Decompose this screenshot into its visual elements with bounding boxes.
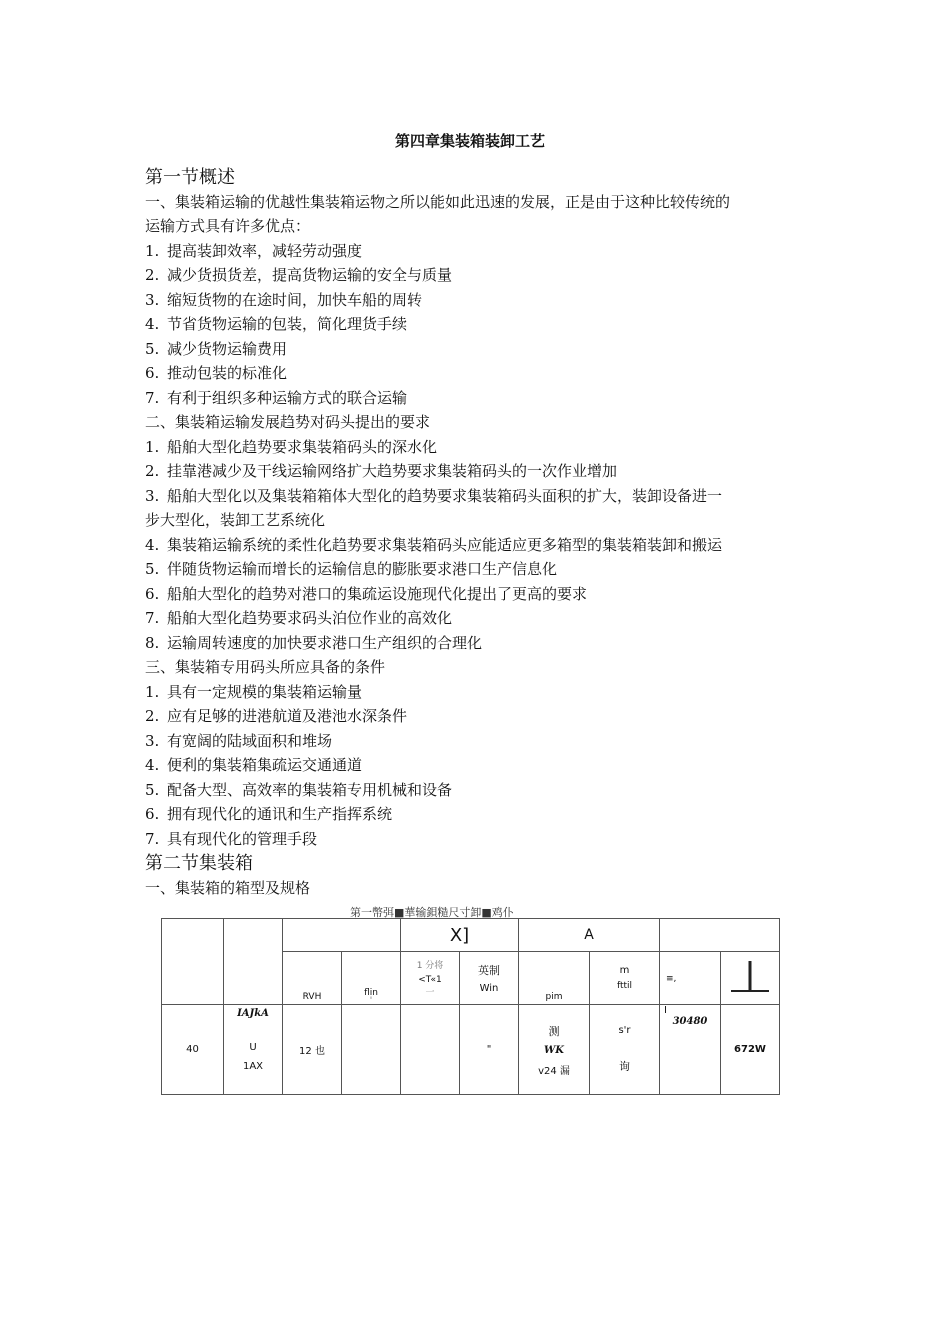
table-cell <box>519 1005 590 1095</box>
list-item <box>145 290 422 310</box>
table-cell <box>721 1005 780 1095</box>
list-item-number: 7. <box>145 829 160 848</box>
list-item-number: 6. <box>145 584 160 603</box>
line-text: 伴随货物运输而增长的运输信息的膨胀要求港口生产信息化 <box>167 560 558 578</box>
list-item-number: 4. <box>145 756 160 774</box>
table-cell <box>224 1005 283 1095</box>
page-title: 第四章集装箱装卸工艺 <box>394 132 545 150</box>
list-item-number: 6. <box>145 805 160 823</box>
list-item <box>145 535 722 555</box>
sub-flin: flin <box>364 988 378 998</box>
paragraph-line <box>145 510 325 530</box>
row-u: U <box>249 1041 257 1053</box>
list-item <box>145 804 392 824</box>
sub-fen-1: 1 分将 <box>416 961 444 971</box>
sub-flin-mark: ' <box>369 996 373 1006</box>
table-cell <box>519 952 590 1005</box>
header-a-label: A <box>584 927 594 943</box>
line-text: 船舶大型化趋势要求集装箱码头的深水化 <box>167 437 438 456</box>
line-text: 步大型化，装卸工艺系统化 <box>145 511 326 529</box>
list-item <box>145 339 287 359</box>
table-cell <box>401 1005 460 1095</box>
list-item <box>145 706 407 726</box>
sub-rvh: RVH <box>302 992 322 1002</box>
row-v24: v24 漏 <box>538 1065 570 1077</box>
list-item <box>145 682 362 702</box>
list-item <box>145 755 362 775</box>
list-item <box>145 486 722 506</box>
list-item <box>145 608 452 628</box>
row-672w: 672W <box>734 1044 766 1055</box>
sub-eng-1: 英制 <box>478 964 500 977</box>
list-item-number: 3. <box>145 486 160 505</box>
line-text: 船舶大型化趋势要求码头泊位作业的高效化 <box>167 609 453 627</box>
list-item <box>145 633 482 653</box>
line-text: 挂靠港减少及干线运输网络扩大趋势要求集装箱码头的一次作业增加 <box>167 462 618 480</box>
table-cell <box>660 952 721 1005</box>
line-text: 有利于组织多种运输方式的联合运输 <box>167 388 408 407</box>
table-cell <box>660 919 780 952</box>
line-text: 第一节概述 <box>145 167 235 188</box>
list-item <box>145 584 587 604</box>
line-text: 节省货物运输的包装，简化理货手续 <box>167 315 408 333</box>
row-ce: 测 <box>548 1024 560 1038</box>
paragraph-line <box>145 657 385 677</box>
table-cell <box>721 952 780 1005</box>
list-item-number: 3. <box>145 290 160 309</box>
row-sr: s'r <box>618 1025 631 1036</box>
row-bar: I <box>664 1005 667 1016</box>
line-text: 便利的集装箱集疏运交通通道 <box>167 756 363 774</box>
list-item <box>145 437 437 457</box>
sub-eq: ≡, <box>666 973 677 984</box>
sub-m-2: fttil <box>616 981 633 991</box>
sub-pim: pim <box>545 992 563 1002</box>
line-text: 船舶大型化的趋势对港口的集疏运设施现代化提出了更高的要求 <box>167 584 588 603</box>
line-text: 一、集装箱的箱型及规格 <box>145 878 311 897</box>
list-item <box>145 363 287 383</box>
table-cell <box>283 1005 342 1095</box>
line-text: 三、集装箱专用码头所应具备的条件 <box>145 658 386 676</box>
list-item-number: 5. <box>145 560 160 578</box>
table-cell <box>460 1005 519 1095</box>
table-cell <box>460 952 519 1005</box>
line-text: 有宽阔的陆域面积和堆场 <box>167 731 333 750</box>
list-item <box>145 780 452 800</box>
line-text: 具有一定规模的集装箱运输量 <box>167 682 363 701</box>
list-item-number: 1. <box>145 437 160 456</box>
table-cell <box>283 919 401 952</box>
row-iajka: IAJkA <box>237 1008 269 1019</box>
list-item-number: 1. <box>145 241 160 260</box>
paragraph-line <box>145 192 730 212</box>
line-text: 一、集装箱运输的优越性集装箱运物之所以能如此迅速的发展，正是由于这种比较传统的 <box>145 192 731 211</box>
list-item-number: 2. <box>145 707 160 725</box>
line-text: 运输周转速度的加快要求港口生产组织的合理化 <box>167 633 483 652</box>
paragraph-line <box>145 878 310 898</box>
list-item <box>145 559 557 579</box>
list-item-number: 8. <box>145 633 160 652</box>
list-item-number: 2. <box>145 462 160 480</box>
table-cell <box>162 919 224 1005</box>
list-item <box>145 241 362 261</box>
list-item-number: 4. <box>145 315 160 333</box>
list-item <box>145 829 317 849</box>
section-heading <box>145 167 235 189</box>
row-30480: 30480 <box>672 1016 708 1027</box>
list-item-number: 6. <box>145 364 160 382</box>
line-text: 具有现代化的管理手段 <box>167 829 318 848</box>
sub-m-1: m <box>619 965 630 976</box>
sub-fen-2: <T«1 <box>418 975 442 985</box>
table-cell <box>590 1005 660 1095</box>
line-text: 推动包装的标准化 <box>167 364 288 382</box>
row-12: 12 也 <box>299 1046 325 1057</box>
table-cell <box>342 952 401 1005</box>
section-heading <box>145 853 253 875</box>
table-cell <box>342 1005 401 1095</box>
t-shape-icon <box>730 957 770 997</box>
table-cell <box>162 1005 224 1095</box>
table-cell <box>224 919 283 1005</box>
line-text: 配备大型、高效率的集装箱专用机械和设备 <box>167 780 453 799</box>
sub-eng-2: Win <box>479 983 499 994</box>
list-item-number: 7. <box>145 609 160 627</box>
line-text: 第二节集装箱 <box>145 853 253 874</box>
list-item-number: 3. <box>145 731 160 750</box>
row-quote: " <box>486 1044 492 1055</box>
line-text: 缩短货物的在途时间，加快车船的周转 <box>167 290 423 309</box>
table-caption: 第一幣弭■華输鋇糙尺寸卸■鸡仆 <box>350 906 514 919</box>
table-header-x <box>401 919 519 952</box>
list-item-number: 7. <box>145 388 160 407</box>
list-item-number: 4. <box>145 535 160 554</box>
container-spec-table <box>161 918 780 1095</box>
row-1ax: 1AX <box>242 1060 264 1072</box>
table-cell <box>283 952 342 1005</box>
table-cell <box>590 952 660 1005</box>
list-item <box>145 388 407 408</box>
list-item-number: 2. <box>145 266 160 284</box>
table-cell <box>401 952 460 1005</box>
list-item <box>145 461 617 481</box>
line-text: 集装箱运输系统的柔性化趋势要求集装箱码头应能适应更多箱型的集装箱装卸和搬运 <box>167 535 723 554</box>
line-text: 应有足够的进港航道及港池水深条件 <box>167 707 408 725</box>
line-text: 运输方式具有许多优点： <box>145 217 311 235</box>
line-text: 拥有现代化的通讯和生产指挥系统 <box>167 805 393 823</box>
header-x-label: X] <box>449 924 470 946</box>
row-xun: 询 <box>619 1060 630 1073</box>
paragraph-line <box>145 412 430 432</box>
row-40: 40 <box>186 1044 199 1055</box>
list-item <box>145 265 452 285</box>
list-item <box>145 314 407 334</box>
line-text: 减少货损货差，提高货物运输的安全与质量 <box>167 266 453 284</box>
list-item <box>145 731 332 751</box>
row-wk: WK <box>544 1044 564 1056</box>
line-text: 减少货物运输费用 <box>167 339 288 358</box>
line-text: 二、集装箱运输发展趋势对码头提出的要求 <box>145 413 431 431</box>
line-text: 船舶大型化以及集装箱箱体大型化的趋势要求集装箱码头面积的扩大，装卸设备进一 <box>167 486 723 505</box>
list-item-number: 5. <box>145 339 160 358</box>
table-cell <box>660 1005 721 1095</box>
paragraph-line <box>145 216 310 236</box>
sub-fen-3: 一 <box>425 988 435 998</box>
list-item-number: 5. <box>145 780 160 799</box>
table-header-a <box>519 919 660 952</box>
line-text: 提高装卸效率，减轻劳动强度 <box>167 241 363 260</box>
list-item-number: 1. <box>145 682 160 701</box>
